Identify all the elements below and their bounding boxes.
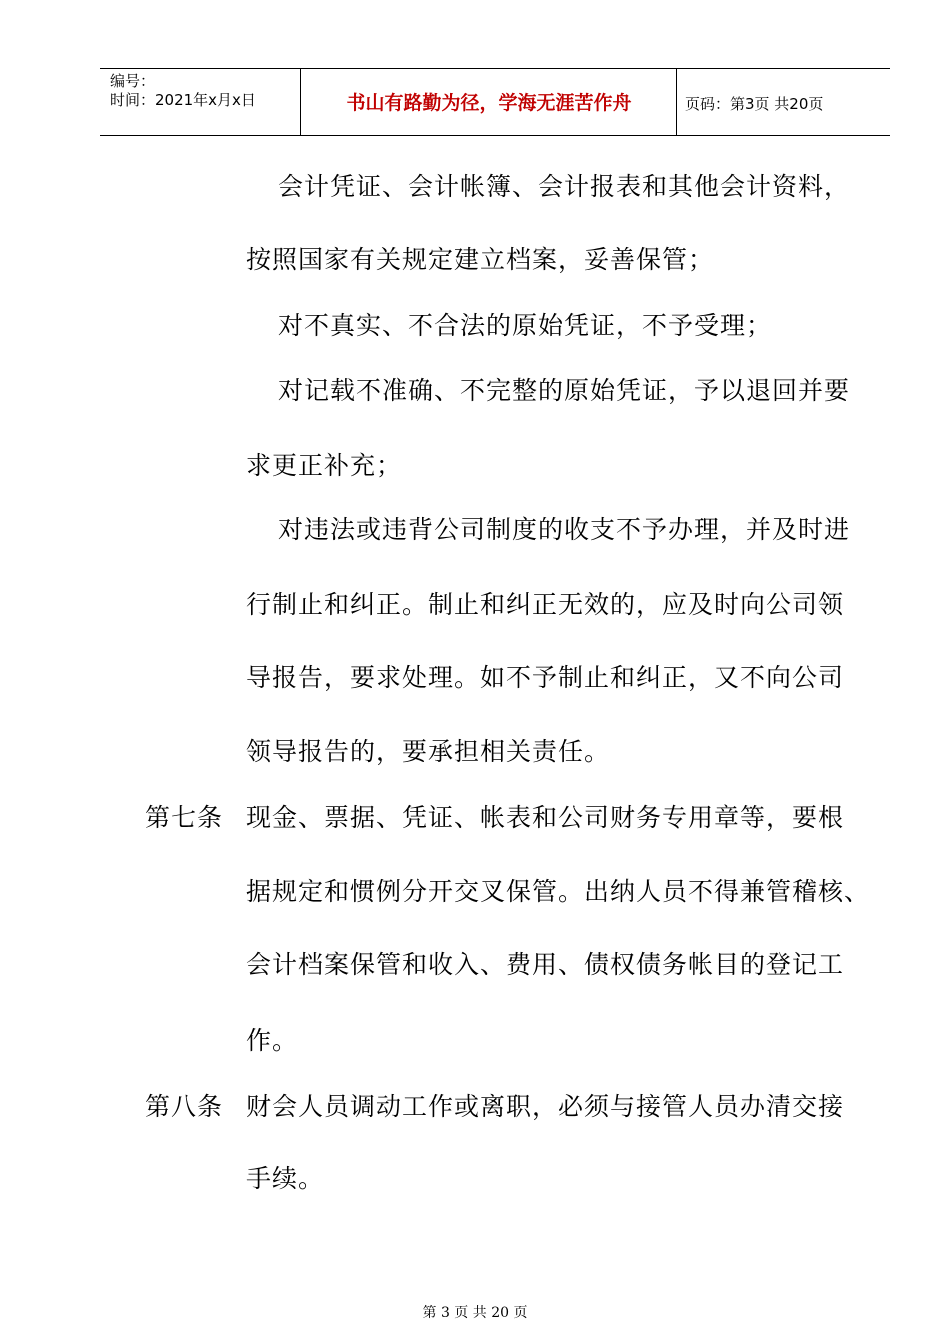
page-footer: 第 3 页 共 20 页 xyxy=(422,1305,528,1321)
header-motto-cell xyxy=(301,69,677,135)
header-info-cell xyxy=(100,69,301,135)
article-8-line: 手续。 xyxy=(246,1164,325,1193)
article-7-line: 据规定和惯例分开交叉保管。出纳人员不得兼管稽核、 xyxy=(246,877,871,906)
article-8-label: 第八条 xyxy=(145,1092,224,1121)
body-line: 行制止和纠正。制止和纠正无效的，应及时向公司领 xyxy=(246,590,845,619)
article-7-line: 作。 xyxy=(246,1026,299,1055)
body-line: 导报告，要求处理。如不予制止和纠正，又不向公司 xyxy=(246,663,845,692)
article-7-line: 现金、票据、凭证、帐表和公司财务专用章等，要根 xyxy=(246,803,845,832)
body-line: 对记载不准确、不完整的原始凭证，予以退回并要 xyxy=(278,376,851,405)
header-page-info: 页码：第3页 共20页 xyxy=(685,95,824,113)
body-line: 对违法或违背公司制度的收支不予办理，并及时进 xyxy=(278,515,851,544)
date-label: 时间：2021年x月x日 xyxy=(110,91,256,109)
body-line: 按照国家有关规定建立档案，妥善保管； xyxy=(246,245,715,274)
article-8-line: 财会人员调动工作或离职，必须与接管人员办清交接 xyxy=(246,1092,845,1121)
article-7-line: 会计档案保管和收入、费用、债权债务帐目的登记工 xyxy=(246,950,845,979)
body-line: 领导报告的，要承担相关责任。 xyxy=(246,737,611,766)
article-7-label: 第七条 xyxy=(145,803,224,832)
page-header xyxy=(100,68,890,136)
body-line: 会计凭证、会计帐簿、会计报表和其他会计资料， xyxy=(278,172,851,201)
motto-text: 书山有路勤为径，学海无涯苦作舟 xyxy=(346,92,632,114)
body-line: 求更正补充； xyxy=(246,451,403,480)
body-line: 对不真实、不合法的原始凭证，不予受理； xyxy=(278,311,773,340)
serial-number-label: 编号： xyxy=(110,72,156,90)
header-page-cell xyxy=(677,69,890,135)
